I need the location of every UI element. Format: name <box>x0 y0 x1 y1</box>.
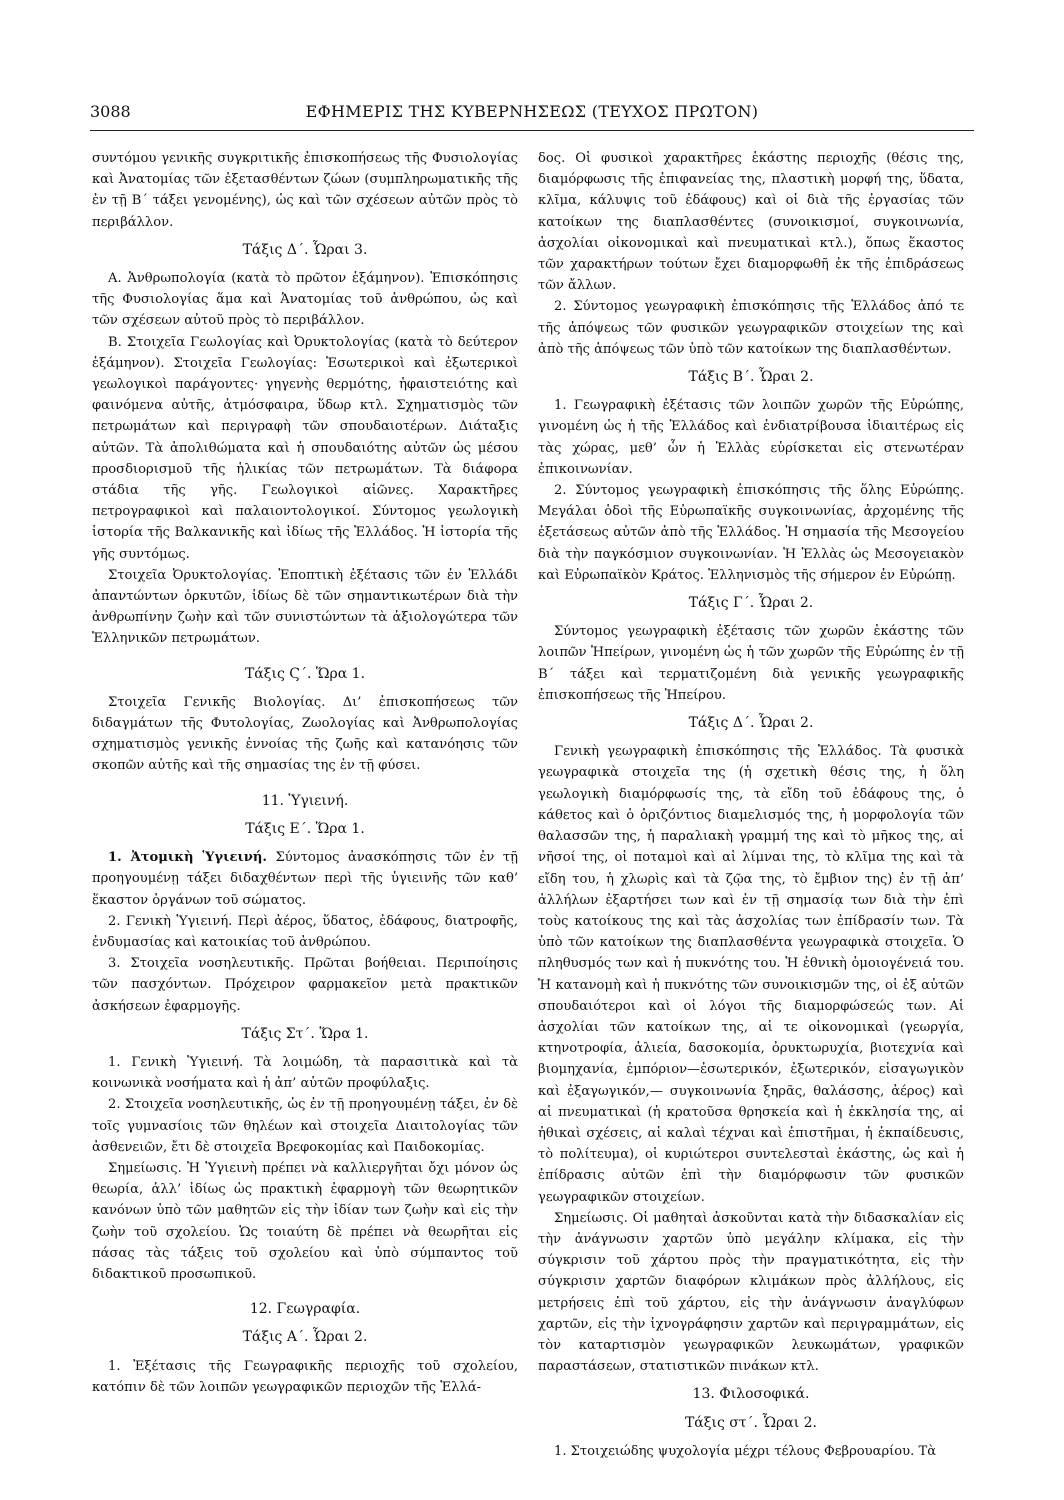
item-text: Ἡ Ὑγιεινὴ πρέπει νὰ καλλιεργῆται ὄχι μόνον ὡς θεωρία, ἀλλ’ ἰδίως ὡς πρακτικὴ ἐφαρμογὴ τῶν θεωρητικῶν κανόνων ὑπὸ τῶν μαθητῶν εἰς τὴν ἰδίαν των ζωὴν καὶ εἰς τὴν ζωὴν τοῦ σχολείου. Ὡς τοιαύτη δὲ πρέπει νὰ θεωρῆται εἰς πάσας τὰς τάξεις τοῦ σχολείου καὶ ὑπὸ σύμπαντος τοῦ διδακτικοῦ προσωπικοῦ. <box>92 1160 518 1282</box>
section-heading: Τάξις Γ΄. Ὧραι 2. <box>688 595 814 612</box>
paragraph <box>92 1158 518 1285</box>
item-text: Σύντομος ἀνασκόπησις τῶν ἐν τῇ προηγουμένῃ τάξει διδαχθέντων περὶ τῆς ὑγιεινῆς τῶν καθ’ ἕκαστον ὀργάνων τοῦ σώματος. <box>92 850 518 908</box>
item-text: ὡς ἐν τῇ προηγουμένῃ τάξει, ἐν δὲ τοῖς γυμνασίοις τῶν θηλέων καὶ στοιχεῖα Διαιτολογίας τῶν ἀσθενειῶν, ἔτι δὲ στοιχεῖα Βρεφοκομίας καὶ Παιδοκομίας. <box>92 1097 518 1155</box>
item-label: 2. Γενικὴ Ὑγιεινή. <box>108 913 233 929</box>
paragraph: 1. Γεωγραφικὴ ἐξέτασις τῶν λοιπῶν χωρῶν τῆς Εὐρώπης, γινομένη ὡς ἡ τῆς Ἑλλάδος καὶ ἐνδιατρίβουσα ἰδιαιτέρως εἰς τὰς χώρας, μεθ’ ὧν ἡ Ἑλλὰς εὑρίσκεται εἰς στενωτέραν ἐπικοινωνίαν. <box>538 398 964 477</box>
section-heading: Τάξις Στ΄. Ὥρα 1. <box>241 1025 369 1042</box>
item-label: Σημείωσις. <box>554 1210 628 1226</box>
section-heading: Τάξις Β΄. Ὧραι 2. <box>688 369 814 386</box>
paragraph: Γενικὴ γεωγραφικὴ ἐπισκόπησις τῆς Ἑλλάδος. Τὰ φυσικὰ γεωγραφικὰ στοιχεῖα της (ἡ σχετικὴ θέσις της, ἡ ὅλη γεωλογικὴ διαμόρφωσίς της, τὰ εἴδη τοῦ ἐδάφους της, ὁ κάθετος καὶ ὁ ὁριζόντιος διαμελισμός της, ἡ μορφολογία τῶν θαλασσῶν της, ἡ παραλιακὴ γραμμή της καὶ τὸ μῆκος της, αἱ νῆσοί της, οἱ ποταμοὶ καὶ αἱ λίμναι της, τὸ κλῖμα της καὶ τὰ εἴδη του, ἡ χλωρὶς καὶ τὰ ζῷα της, τὸ ἔμβιον της) ἐν τῇ ἀπ’ ἀλλήλων ἐξαρτήσει των καὶ ἐν τῇ σημασίᾳ των διὰ τὴν ἐπὶ τοὺς κατοίκους της καὶ τὰς ἀσχολίας των ἐπίδρασίν των. Τὰ ὑπὸ τῶν κατοίκων της διαπλασθέντα γεωγραφικὰ στοιχεῖα. Ὁ πληθυσμός των καὶ ἡ πυκνότης του. Ἡ ἐθνικὴ ὁμοιογένειά του. Ἡ κατανομὴ καὶ ἡ πυκνότης τῶν συνοικισμῶν της, οἱ ἐξ αὐτῶν σπουδαιότεροι καὶ οἱ λόγοι τῆς διαμορφώσεώς των. Αἱ ἀσχολίαι τῶν κατοίκων της, αἱ τε οἰκονομικαὶ (γεωργία, κτηνοτροφία, ἁλιεία, δασοκομία, ὀρυκτωρυχία, βιοτεχνία καὶ βιομηχανία, ἐμπόριον—ἐσωτερικόν, ἐξωτερικόν, εἰσαγωγικὸν καὶ ἐξαγωγικόν,— συγκοινωνία ξηρᾶς, θαλάσσης, ἀέρος) καὶ αἱ πνευματικαὶ (ἡ κρατοῦσα θρησκεία καὶ ἡ ἐκκλησία της, αἱ ἠθικαὶ σχέσεις, αἱ καλαὶ τέχναι καὶ ἐπιστῆμαι, ἡ ἐκπαίδευσις, τὸ πολίτευμα), οἱ κυριώτεροι συντελεσταὶ ἑκάστης, ὡς καὶ ἡ ἐπίδρασις αὐτῶν ἐπὶ τὴν διαμόρφωσιν τῶν φυσικῶν γεωγραφικῶν στοιχείων. <box>538 744 964 1205</box>
item-text: Οἱ μαθηταὶ ἀσκοῦνται κατὰ τὴν διδασκαλίαν εἰς τὴν ἀνάγνωσιν χαρτῶν ὑπὸ μεγάλην κλίμακα, εἰς τὴν σύγκρισιν τοῦ χάρτου πρὸς τὴν πραγματικότητα, εἰς τὴν σύγκρισιν χαρτῶν διαφόρων κλιμάκων πρὸς ἀλλήλους, εἰς μετρήσεις ἐπὶ τοῦ χάρτου, εἰς τὴν ἀνάγνωσιν ἀναγλύφων χαρτῶν, εἰς τὴν ἰχνογράφησιν χαρτῶν καὶ περιγραμμάτων, εἰς τὸν καταρτισμὸν γεωγραφικῶν λευκωμάτων, γραφικῶν παραστάσεων, στατιστικῶν πινάκων κτλ. <box>538 1210 964 1375</box>
item-text: Πρῶται βοήθειαι. Περιποίησις τῶν πασχόντων. Πρόχειρον φαρμακεῖον μετὰ πρακτικῶν ἀσκήσεων ἐφαρμογῆς. <box>92 956 518 1014</box>
paragraph <box>92 1052 518 1094</box>
right-column <box>538 148 964 1462</box>
section-heading: Τάξις στ΄. Ὧραι 2. <box>684 1414 818 1431</box>
paragraph <box>92 911 518 953</box>
section-heading: Τάξις Ϛ΄. Ὥρα 1. <box>244 665 366 682</box>
page-number: 3088 <box>90 102 131 121</box>
paragraph: 1. Ἐξέτασις τῆς Γεωγραφικῆς περιοχῆς τοῦ σχολείου, κατόπιν δὲ τῶν λοιπῶν γεωγραφικῶν περιοχῶν τῆς Ἑλλά- <box>92 1358 518 1395</box>
paragraph <box>92 847 518 911</box>
paragraph <box>538 1208 964 1378</box>
section-heading: Τάξις Ε΄. Ὥρα 1. <box>245 820 365 837</box>
paragraph: 2. Σύντομος γεωγραφικὴ ἐπισκόπησις τῆς ὅλης Εὐρώπης. Μεγάλαι ὁδοὶ τῆς Εὐρωπαϊκῆς συγκοινωνίας, ἀρχομένης τῆς ἐξετάσεως αὐτῶν ἀπὸ τῆς Ἑλλάδος. Ἡ σημασία τῆς Μεσογείου διὰ τὴν παγκόσμιον συγκοινωνίαν. Ἡ Ἑλλὰς ὡς Μεσογειακὸν καὶ Εὐρωπαϊκὸν Κράτος. Ἐλληνισμὸς τῆς σήμερον ἐν Εὐρώπῃ. <box>538 483 964 583</box>
item-text: Περὶ ἀέρος, ὕδατος, ἐδάφους, διατροφῆς, ἐνδυμασίας καὶ κατοικίας τοῦ ἀνθρώπου. <box>92 913 518 950</box>
item-text: Τὰ λοιμώδη, τὰ παρασιτικὰ καὶ τὰ κοινωνικὰ νοσήματα καὶ ἡ ἀπ’ αὐτῶν προφύλαξις. <box>92 1054 518 1092</box>
paragraph: συντόμου γενικῆς συγκριτικῆς ἐπισκοπήσεως τῆς Φυσιολογίας καὶ Ἀνατομίας τῶν ἐξετασθέντων ζώων (συμπληρωματικῆς τῆς ἐν τῇ Β΄ τάξει γενομένης), ὡς καὶ τῶν σχέσεων αὐτῶν πρὸς τὸ περιβάλλον. <box>92 151 518 230</box>
paragraph: Στοιχεῖα Γενικῆς Βιολογίας. Δι’ ἐπισκοπήσεως τῶν διδαγμάτων τῆς Φυτολογίας, Ζωολογίας καὶ Ἀνθρωπολογίας σχηματισμὸς γενικῆς ἐννοίας τῆς ζωῆς καὶ κατανόησις τῶν σκοπῶν αὐτῆς καὶ τῆς σημασίας της ἐν τῇ φύσει. <box>92 694 518 774</box>
paragraph: Α. Ἀνθρωπολογία (κατὰ τὸ πρῶτον ἑξάμηνον). Ἐπισκόπησις τῆς Φυσιολογίας ἅμα καὶ Ἀνατομίας τοῦ ἀνθρώπου, ὡς καὶ τῶν σχέσεων αὐτοῦ πρὸς τὸ περιβάλλον. <box>92 271 518 329</box>
paragraph: Στοιχεῖα Ὀρυκτολογίας. Ἐποπτικὴ ἐξέτασις τῶν ἐν Ἑλλάδι ἀπαντώντων ὀρκυτῶν, ἰδίως δὲ τῶν σημαντικωτέρων διὰ τὴν ἀνθρωπίνην ζωὴν καὶ τῶν συνιστώντων τὰ ἀξιολογώτερα τῶν Ἑλληνικῶν πετρωμάτων. <box>92 567 518 647</box>
item-label: 2. Στοιχεῖα νοσηλευτικῆς, <box>108 1097 284 1113</box>
page-header <box>90 100 974 131</box>
paragraph: 2. Σύντομος γεωγραφικὴ ἐπισκόπησις τῆς Ἑλλάδος ἀπό τε τῆς ἀπόψεως τῶν φυσικῶν γεωγραφικῶν στοιχείων της καὶ ἀπὸ τῆς ἀπόψεως τῶν ὑπὸ τῶν κατοίκων της διαπλασθέντων. <box>538 299 964 357</box>
paragraph <box>92 953 518 1017</box>
item-label: 1. Γενικὴ Ὑγιεινή. <box>108 1054 244 1070</box>
chapter-heading: 13. Φιλοσοφικά. <box>692 1386 810 1403</box>
paragraph: δος. Οἱ φυσικοὶ χαρακτῆρες ἑκάστης περιοχῆς (θέσις της, διαμόρφωσις τῆς ἐπιφανείας της, πλαστικὴ μορφή της, ὕδατα, κλῖμα, κάλυψις τοῦ ἐδάφους) καὶ οἱ διὰ τῆς ἐργασίας τῶν κατοίκων της διαπλασθέντες (συνοικισμοί, συγκοινωνία, ἀσχολίαι οἰκονομικαὶ καὶ πνευματικαὶ κτλ.), ὅπως ἕκαστος τῶν χαρακτήρων τούτων ἔχει διαμορφωθῆ ἐκ τῆς ἐπιδράσεως τῶν ἄλλων. <box>538 151 964 294</box>
section-heading: Τάξις Δ΄. Ὧραι 3. <box>242 241 368 258</box>
paragraph <box>92 1094 518 1158</box>
item-label: Σημείωσις. <box>108 1160 182 1176</box>
item-label: 1. Ἀτομικὴ Ὑγιεινή. <box>108 850 267 866</box>
paragraph: Σύντομος γεωγραφικὴ ἐξέτασις τῶν χωρῶν ἑκάστης τῶν λοιπῶν Ἠπείρων, γινομένη ὡς ἡ τῶν χωρῶν τῆς Εὐρώπης ἐν τῇ Β΄ τάξει καὶ τερματιζομένη διὰ γενικῆς γεωγραφικῆς ἐπισκοπήσεως τῆς Ἠπείρου. <box>538 624 964 703</box>
chapter-heading: 12. Γεωγραφία. <box>249 1301 361 1318</box>
chapter-heading: 11. Ὑγιεινή. <box>261 792 349 809</box>
section-heading: Τάξις Α΄. Ὧραι 2. <box>242 1329 368 1346</box>
left-column <box>92 148 518 1398</box>
section-heading: Τάξις Δ΄. Ὧραι 2. <box>688 715 814 732</box>
item-label: 3. Στοιχεῖα νοσηλευτικῆς. <box>108 956 295 972</box>
paragraph: Β. Στοιχεῖα Γεωλογίας καὶ Ὀρυκτολογίας (κατὰ τὸ δεύτερον ἑξάμηνον). Στοιχεῖα Γεωλογίας: Ἐσωτερικοὶ καὶ ἐξωτερικοὶ γεωλογικοὶ παράγοντες· γηγενὴς θερμότης, ἡφαιστειότης καὶ φαινόμενα αὐτῆς, ἀτμόσφαιρα, ὕδωρ κτλ. Σχηματισμὸς τῶν πετρωμάτων καὶ περιγραφὴ τῶν σπουδαιοτέρων. Διάταξις αὐτῶν. Τὰ ἀπολιθώματα καὶ ἡ σπουδαιότης αὐτῶν ὡς μέσου προσδιορισμοῦ τῆς ἡλικίας τῶν πετρωμάτων. Τὰ διάφορα στάδια τῆς γῆς. Γεωλογικοὶ αἰῶνες. Χαρακτῆρες πετρογραφικοὶ καὶ παλαιοντολογικοί. Σύντομος γεωλογικὴ ἱστορία τῆς Βαλκανικῆς καὶ ἰδίως τῆς Ἑλλάδος. Ἡ ἱστορία τῆς γῆς συντόμως. <box>92 334 518 562</box>
running-title: ΕΦΗΜΕΡΙΣ ΤΗΣ ΚΥΒΕΡΝΗΣΕΩΣ (ΤΕΥΧΟΣ ΠΡΩΤΟΝ) <box>305 102 759 121</box>
paragraph: 1. Στοιχειώδης ψυχολογία μέχρι τέλους Φεβρουαρίου. Τὰ <box>554 1443 937 1459</box>
